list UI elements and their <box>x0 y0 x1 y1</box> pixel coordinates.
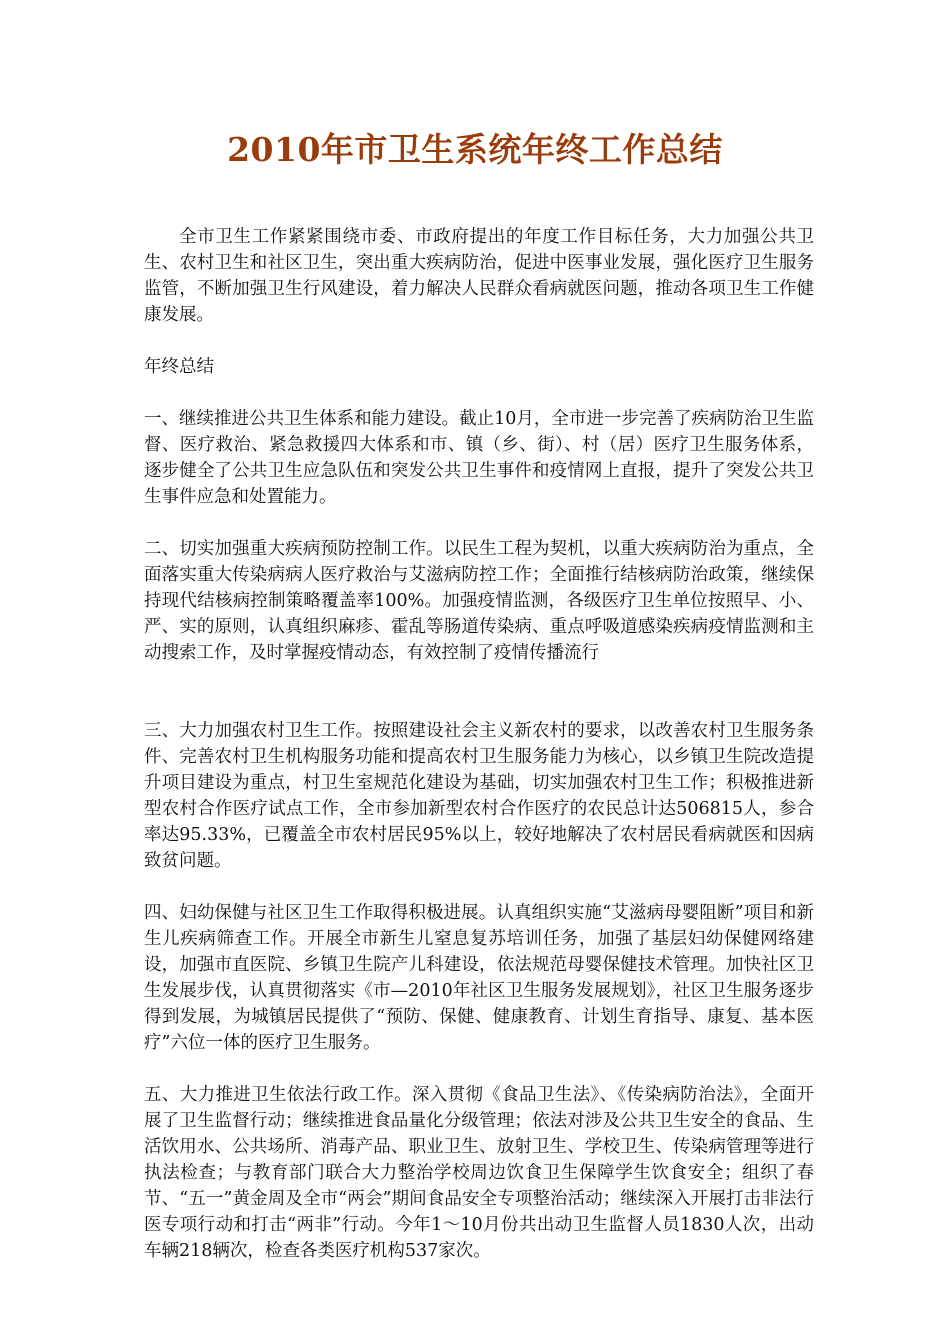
document-body <box>144 224 814 1290</box>
paragraph-law-enforcement: 五、大力推进卫生依法行政工作。深入贯彻《食品卫生法》、《传染病防治法》，全面开展了卫生监督行动；继续推进食品量化分级管理；依法对涉及公共卫生安全的食品、生活饮用水、公共场所、消毒产品、职业卫生、放射卫生、学校卫生、传染病管理等进行执法检查；与教育部门联合大力整治学校周边饮食卫生保障学生饮食安全；组织了春节、“五一”黄金周及全市“两会”期间食品安全专项整治活动；继续深入开展打击非法行医专项行动和打击“两非”行动。今年1～10月份共出动卫生监督人员1830人次，出动车辆218辆次，检查各类医疗机构537家次。 <box>144 1085 814 1261</box>
paragraph-rural-health: 三、大力加强农村卫生工作。按照建设社会主义新农村的要求，以改善农村卫生服务条件、完善农村卫生机构服务功能和提高农村卫生服务能力为核心，以乡镇卫生院改造提升项目建设为重点，村卫生室规范化建设为基础，切实加强农村卫生工作；积极推进新型农村合作医疗试点工作，全市参加新型农村合作医疗的农民总计达506815人，参合率达95.33%，已覆盖全市农村居民95%以上，较好地解决了农村居民看病就医和因病致贫问题。 <box>144 721 814 871</box>
intro-paragraph: 全市卫生工作紧紧围绕市委、市政府提出的年度工作目标任务，大力加强公共卫生、农村卫生和社区卫生，突出重大疾病防治，促进中医事业发展，强化医疗卫生服务监管，不断加强卫生行风建设，着力解决人民群众看病就医问题，推动各项卫生工作健康发展。 <box>144 227 814 325</box>
section-heading: 年终总结 <box>144 357 214 377</box>
paragraph-public-health: 一、继续推进公共卫生体系和能力建设。截止10月，全市进一步完善了疾病防治卫生监督、医疗救治、紧急救援四大体系和市、镇（乡、街）、村（居）医疗卫生服务体系，逐步健全了公共卫生应急队伍和突发公共卫生事件和疫情网上直报，提升了突发公共卫生事件应急和处置能力。 <box>144 409 814 507</box>
paragraph-maternal-community: 四、妇幼保健与社区卫生工作取得积极进展。认真组织实施“艾滋病母婴阻断”项目和新生儿疾病筛查工作。开展全市新生儿窒息复苏培训任务，加强了基层妇幼保健网络建设，加强市直医院、乡镇卫生院产儿科建设，依法规范母婴保健技术管理。加快社区卫生发展步伐，认真贯彻落实《市—2010年社区卫生服务发展规划》，社区卫生服务逐步得到发展，为城镇居民提供了“预防、保健、健康教育、计划生育指导、康复、基本医疗”六位一体的医疗卫生服务。 <box>144 903 814 1053</box>
paragraph-disease-control: 二、切实加强重大疾病预防控制工作。以民生工程为契机，以重大疾病防治为重点，全面落实重大传染病病人医疗救治与艾滋病防控工作；全面推行结核病防治政策，继续保持现代结核病控制策略覆盖率100%。加强疫情监测，各级医疗卫生单位按照早、小、严、实的原则，认真组织麻疹、霍乱等肠道传染病、重点呼吸道感染疾病疫情监测和主动搜索工作，及时掌握疫情动态，有效控制了疫情传播流行 <box>144 539 814 663</box>
document-title: 2010年市卫生系统年终工作总结 <box>227 130 723 169</box>
